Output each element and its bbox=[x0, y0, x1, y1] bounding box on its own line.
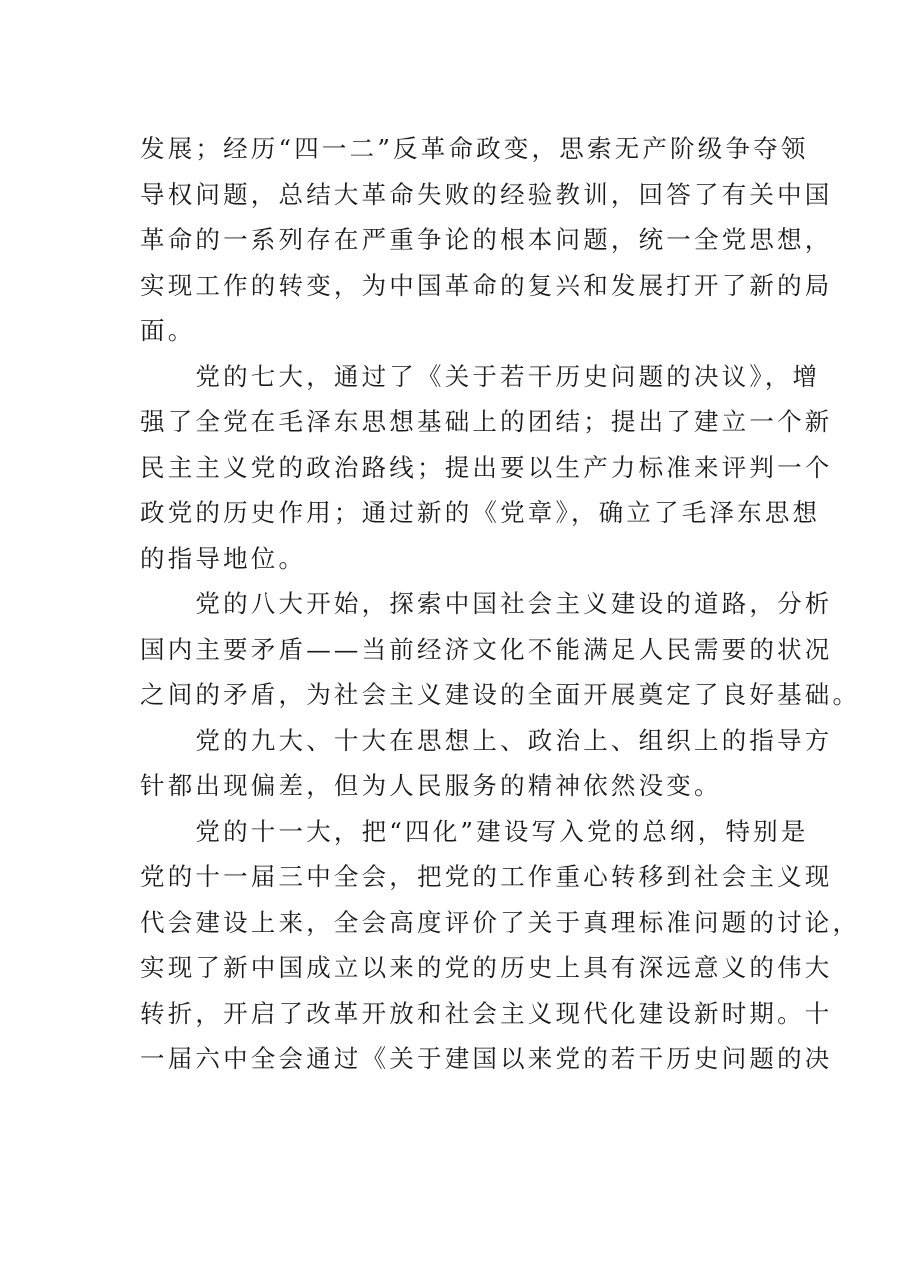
text-line: 代会建设上来，全会高度评价了关于真理标准问题的讨论， bbox=[140, 907, 861, 937]
text-line: 党的八大开始，探索中国社会主义建设的道路，分析 bbox=[140, 589, 833, 618]
text-line: 一届六中全会通过《关于建国以来党的若干历史问题的决 bbox=[140, 1044, 833, 1073]
text-line: 革命的一系列存在严重争论的根本问题，统一全党思想， bbox=[140, 225, 833, 254]
text-line: 转折，开启了改革开放和社会主义现代化建设新时期。十 bbox=[140, 998, 833, 1028]
text-line: 面。 bbox=[140, 316, 196, 345]
text-line: 实现了新中国成立以来的党的历史上具有深远意义的伟大 bbox=[140, 953, 833, 982]
text-line: 国内主要矛盾——当前经济文化不能满足人民需要的状况 bbox=[140, 634, 833, 664]
text-line: 之间的矛盾，为社会主义建设的全面开展奠定了良好基础。 bbox=[140, 680, 861, 709]
text-line: 实现工作的转变，为中国革命的复兴和发展打开了新的局 bbox=[140, 270, 833, 300]
text-line: 党的九大、十大在思想上、政治上、组织上的指导方 bbox=[140, 725, 833, 755]
text-line: 民主主义党的政治路线；提出要以生产力标准来评判一个 bbox=[140, 452, 833, 482]
text-line: 党的十一大，把“四化”建设写入党的总纲，特别是 bbox=[140, 816, 809, 846]
paragraph bbox=[140, 581, 861, 718]
text-line: 发展；经历“四一二”反革命政变，思索无产阶级争夺领 bbox=[140, 134, 809, 163]
text-line: 导权问题，总结大革命失败的经验教训，回答了有关中国 bbox=[140, 179, 833, 209]
paragraph bbox=[140, 718, 833, 809]
text-line: 的指导地位。 bbox=[140, 543, 307, 573]
text-line: 强了全党在毛泽东思想基础上的团结；提出了建立一个新 bbox=[140, 407, 833, 436]
paragraph bbox=[140, 126, 833, 354]
text-line: 党的十一届三中全会，把党的工作重心转移到社会主义现 bbox=[140, 862, 833, 891]
body-text bbox=[140, 126, 861, 1082]
paragraph bbox=[140, 354, 833, 582]
text-line: 针都出现偏差，但为人民服务的精神依然没变。 bbox=[140, 771, 722, 800]
text-line: 党的七大，通过了《关于若干历史问题的决议》，增 bbox=[140, 361, 821, 391]
paragraph bbox=[140, 809, 861, 1082]
text-line: 政党的历史作用；通过新的《党章》，确立了毛泽东思想 bbox=[140, 498, 821, 527]
